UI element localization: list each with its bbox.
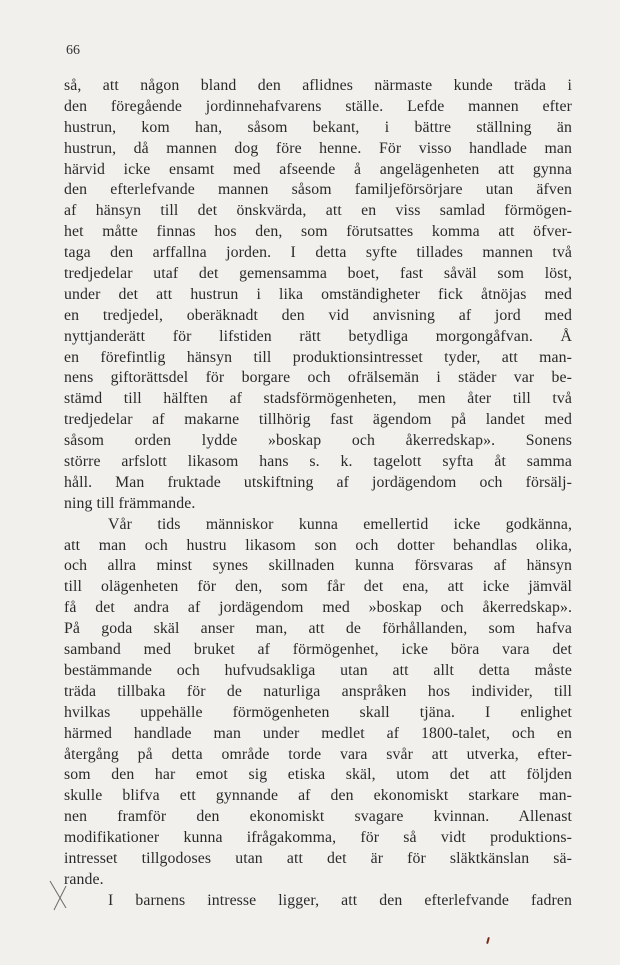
text-line: såsom orden lydde »boskap och åkerredskap». Sonens: [64, 432, 572, 450]
text-line: som den har emot sig etiska skäl, utom det att följden: [64, 766, 572, 784]
page-number: 66: [66, 43, 80, 58]
paragraph-1: [64, 76, 572, 515]
text-line: stämd till hälften af stadsförmögenheten, men åter till två: [64, 390, 572, 408]
text-line: till olägenheten för den, som får det ena, att icke jämväl: [64, 578, 572, 596]
text-line: taga den arffallna jorden. I detta syfte tillades mannen två: [64, 244, 572, 262]
text-line: den efterlefvande mannen såsom familjeförsörjare utan äfven: [64, 181, 572, 199]
text-line: en förefintlig hänsyn till produktionsintresset tyder, att man-: [64, 348, 572, 366]
text-line: skulle blifva ett gynnande af den ekonomiskt starkare man-: [64, 787, 572, 805]
text-line: intresset tillgodoses utan att det är för släktkänslan sä-: [64, 849, 572, 867]
paragraph-3: [64, 891, 572, 912]
text-line: hustrun, då mannen dog före henne. För visso handlade man: [64, 139, 572, 157]
text-line: nens giftorättsdel för borgare och ofrälsemän i städer var be-: [64, 369, 572, 387]
text-line: den föregående jordinnehafvarens ställe. Lefde mannen efter: [64, 97, 572, 115]
text-line: härvid icke ensamt med afseende å angelägenheten att gynna: [64, 160, 572, 178]
text-line: en tredjedel, oberäknadt den vid anvisning af jord med: [64, 306, 572, 324]
pencil-margin-mark: [48, 878, 70, 912]
text-line: återgång på detta område torde vara svår att utverka, efter-: [64, 745, 572, 763]
text-line: härmed handlade man under medlet af 1800-talet, och en: [64, 724, 572, 742]
paragraph-2: [64, 515, 572, 891]
text-line: så, att någon bland den aflidnes närmaste kunde träda i: [64, 77, 572, 94]
text-line: af hänsyn till det önskvärda, att en viss samlad förmögen-: [64, 202, 572, 220]
text-line: ning till främmande.: [64, 494, 196, 512]
text-line: få det andra af jordägendom med »boskap och åkerredskap».: [64, 599, 572, 617]
text-line: Vår tids människor kunna emellertid icke godkänna,: [108, 515, 572, 533]
ink-speck: [486, 937, 490, 944]
text-line: att man och hustru likasom son och dotter behandlas olika,: [64, 536, 572, 554]
text-line: het måtte finnas hos den, som förutsattes komma att öfver-: [64, 223, 572, 241]
text-line: nen framför den ekonomiskt svagare kvinnan. Allenast: [64, 808, 572, 826]
text-line: På goda skäl anser man, att de förhållanden, som hafva: [64, 620, 572, 638]
text-line: tredjedelar af makarne tillhörig fast ägendom på landet med: [64, 411, 572, 429]
text-line: håll. Man fruktade utskiftning af jordägendom och försälj-: [64, 473, 572, 491]
text-line: under det att hustrun i lika omständigheter fick åtnöjas med: [64, 285, 572, 303]
text-line: hustrun, kom han, såsom bekant, i bättre ställning än: [64, 118, 572, 136]
text-line: bestämmande och hufvudsakliga utan att allt detta måste: [64, 661, 572, 679]
text-line: och allra minst synes skillnaden kunna försvaras af hänsyn: [64, 557, 572, 575]
text-line: träda tillbaka för de naturliga anspråken hos individer, till: [64, 682, 572, 700]
text-line: modifikationer kunna ifrågakomma, för så vidt produktions-: [64, 829, 572, 847]
text-line: nyttjanderätt för lifstiden rätt betydliga morgongåfvan. Å: [64, 327, 572, 345]
body-text: [64, 76, 572, 912]
text-line: större arfslott likasom hans s. k. tagelott syfta åt samma: [64, 453, 572, 471]
text-line: samband med bruket af förmögenhet, icke böra vara det: [64, 641, 572, 659]
text-line: tredjedelar utaf det gemensamma boet, fast såväl som löst,: [64, 265, 572, 283]
text-line: I barnens intresse ligger, att den efterlefvande fadren: [108, 891, 572, 909]
text-line: rande.: [64, 870, 104, 888]
text-line: hvilkas uppehälle förmögenheten skall tjäna. I enlighet: [64, 703, 572, 721]
